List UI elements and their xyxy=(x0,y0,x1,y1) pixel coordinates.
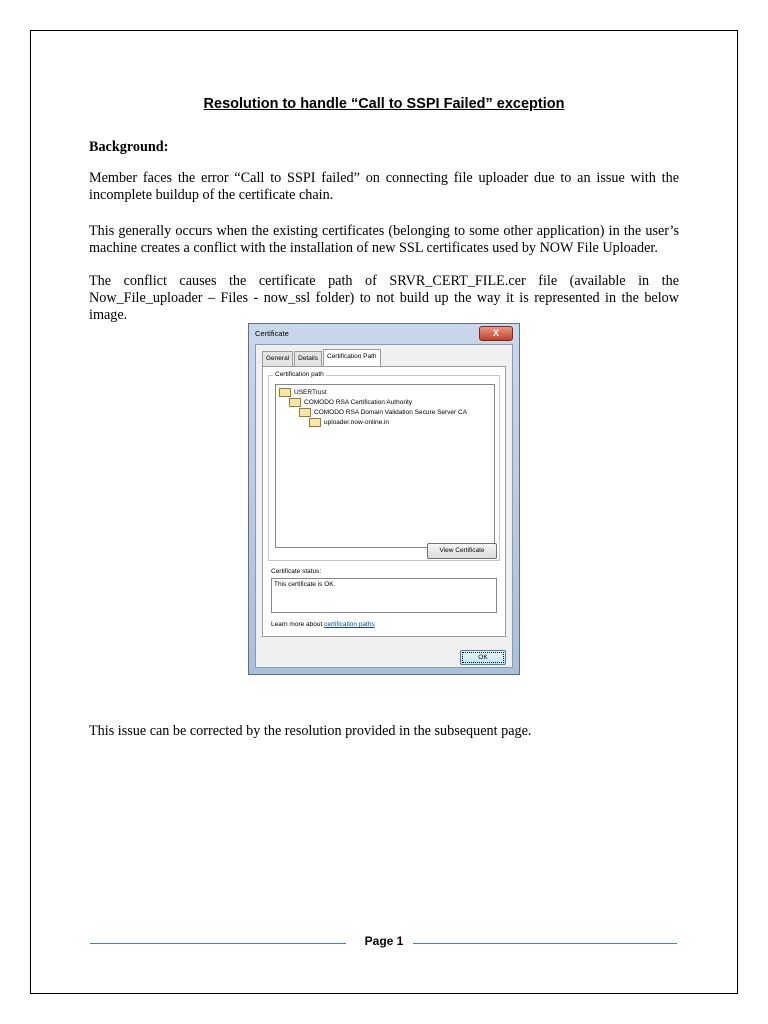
view-certificate-button: View Certificate xyxy=(427,543,497,559)
certification-tree xyxy=(275,384,495,548)
certificate-dialog-image xyxy=(248,323,520,675)
tree-node-ca xyxy=(289,398,412,407)
dialog-title: Certificate xyxy=(255,329,289,338)
certificate-status-label: Certificate status: xyxy=(271,568,322,575)
certification-path-group xyxy=(268,371,500,561)
learn-more-prefix: Learn more about xyxy=(271,621,325,628)
background-heading: Background: xyxy=(89,139,169,155)
ok-button: OK xyxy=(460,650,506,665)
certification-path-label: Certification path xyxy=(275,371,324,378)
dialog-body xyxy=(255,344,513,668)
certificate-icon xyxy=(279,388,291,397)
document-title: Resolution to handle “Call to SSPI Failed” exception xyxy=(203,96,565,112)
paragraph-3: The conflict causes the certificate path of SRVR_CERT_FILE.cer file (available in the Now_File_uploader – Files - now_ssl folder) to not build up the way it is represented in the below image. xyxy=(89,273,679,323)
tab-details: Details xyxy=(294,351,322,367)
paragraph-1: Member faces the error “Call to SSPI failed” on connecting file uploader due to an issue with the incomplete buildup of the certificate chain. xyxy=(89,170,679,203)
certificate-icon xyxy=(289,398,301,407)
certification-paths-link: certification paths xyxy=(324,621,375,628)
footer-rule-left xyxy=(90,943,346,944)
certificate-icon xyxy=(309,418,321,427)
closing-paragraph: This issue can be corrected by the resolution provided in the subsequent page. xyxy=(89,723,532,739)
tree-node-label: uploader.now-online.in xyxy=(324,419,390,426)
tab-strip xyxy=(262,351,382,367)
tab-panel xyxy=(262,366,506,637)
page-number: Page 1 xyxy=(364,934,404,948)
tree-node-root xyxy=(279,388,327,397)
certificate-icon xyxy=(299,408,311,417)
tab-general: General xyxy=(262,351,293,367)
footer-rule-right xyxy=(413,943,677,944)
paragraph-2: This generally occurs when the existing certificates (belonging to some other application) in the user’s machine creates a conflict with the installation of new SSL certificates used by NOW File Uploader. xyxy=(89,223,679,256)
close-button: X xyxy=(479,326,513,341)
tree-node-leaf xyxy=(309,418,389,427)
tab-certification-path: Certification Path xyxy=(323,349,381,367)
tree-node-label: COMODO RSA Certification Authority xyxy=(304,399,413,406)
learn-more xyxy=(271,621,375,628)
tree-node-intermediate xyxy=(299,408,467,417)
certificate-status-box: This certificate is OK. xyxy=(271,578,497,613)
tree-node-label: USERTrust xyxy=(294,389,327,396)
tree-node-label: COMODO RSA Domain Validation Secure Server CA xyxy=(314,409,468,416)
